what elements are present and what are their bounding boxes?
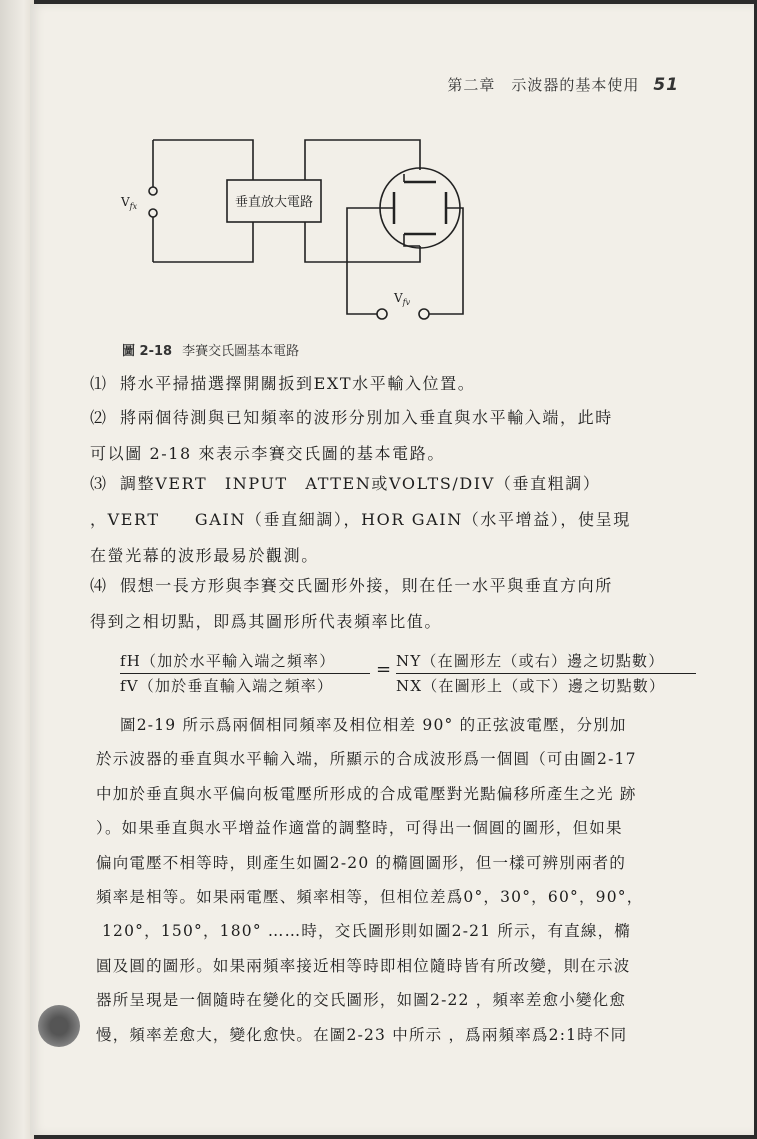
body-paragraph [96,708,692,1052]
wire-amp-to-crt-bottom [305,222,420,262]
formula-equals: = [376,659,393,680]
step-3-number: ⑶ [90,474,108,493]
figure-number: 圖 2-18 [122,344,173,359]
book-spine-edge [0,0,34,1139]
amp-box-label: 垂直放大電路 [234,195,314,210]
step-3-line-3: 在螢光幕的波形最易於觀測。 [90,546,319,565]
step-3 [90,466,688,574]
body-line: 120°，150°，180° ……時，交氏圖形則如圖2-21 所示，有直線，橢 [102,922,631,941]
body-line: 頻率是相等。如果兩電壓、頻率相等，但相位差爲0°，30°，60°，90°， [96,888,644,907]
step-4-number: ⑷ [90,576,108,595]
formula-right-denominator: NX（在圖形上（或下）邊之切點數） [396,677,666,695]
body-line: 圓及圓的圖形。如果兩頻率接近相等時即相位隨時皆有所改變，則在示波 [96,956,631,975]
formula-left-numerator: fH（加於水平輸入端之頻率） [120,652,336,670]
vfv-terminal-left [377,309,387,319]
body-line: ）。如果垂直與水平增益作適當的調整時，可得出一個圓的圖形，但如果 [96,819,623,838]
step-1 [90,366,688,402]
wire-amp-to-crt-top [305,140,420,180]
step-4-line-2: 得到之相切點，即爲其圖形所代表頻率比值。 [90,612,443,631]
step-3-line-2: ，VERT GAIN（垂直細調），HOR GAIN（水平增益），使呈現 [90,510,631,529]
formula-right-numerator: NY（在圖形左（或右）邊之切點數） [396,652,665,670]
vfx-terminal-bottom [149,209,157,217]
formula-left-fraction [120,650,370,697]
step-4-line-1: 假想一長方形與李賽交氏圖形外接，則在任一水平與垂直方向所 [120,576,613,595]
wire-bottom-to-amp [153,222,253,262]
lissajous-circuit-diagram [115,130,475,330]
vfx-terminal-top [149,187,157,195]
step-3-line-1: 調整VERT INPUT ATTEN或VOLTS/DIV（垂直粗調） [120,474,601,493]
binding-hole-mark [38,1005,80,1047]
running-header [447,74,679,95]
vfx-label: $V_{fx}$ [121,195,138,211]
formula-right-fraction [396,650,696,697]
step-2 [90,400,688,472]
chapter-title: 第二章 示波器的基本使用 [447,76,640,94]
figure-caption-text: 李賽交氏圖基本電路 [182,344,300,359]
vfv-terminal-right [419,309,429,319]
vfv-label: $V_{fv}$ [394,291,411,307]
page-number: 51 [653,75,679,95]
step-4 [90,568,688,640]
body-line: 器所呈現是一個隨時在變化的交氏圖形，如圖2-22 ，頻率差愈小變化愈 [96,991,627,1010]
figure-caption [122,340,299,359]
body-line: 中加於垂直與水平偏向板電壓所形成的合成電壓對光點偏移所產生之光 跡 [96,784,637,803]
body-line: 慢，頻率差愈大，變化愈快。在圖2-23 中所示 ，爲兩頻率爲2:1時不同 [96,1025,628,1044]
formula-left-denominator: fV（加於垂直輸入端之頻率） [120,677,334,695]
body-line: 偏向電壓不相等時，則產生如圖2-20 的橢圓圖形，但一樣可辨別兩者的 [96,853,627,872]
step-1-text: 將水平掃描選擇開關扳到EXT水平輸入位置。 [120,374,476,393]
body-line: 圖2-19 所示爲兩個相同頻率及相位相差 90° 的正弦波電壓，分別加 [120,716,627,734]
step-2-line-1: 將兩個待測與已知頻率的波形分別加入垂直與水平輸入端，此時 [120,408,613,427]
wire-crt-left-to-vfv [347,208,394,314]
step-2-number: ⑵ [90,408,108,427]
body-line: 於示波器的垂直與水平輸入端，所顯示的合成波形爲一個圓（可由圖2-17 [96,750,637,769]
wire-top-to-amp [153,140,253,180]
step-2-line-2: 可以圖 2-18 來表示李賽交氏圖的基本電路。 [90,444,445,463]
step-1-number: ⑴ [90,374,108,393]
